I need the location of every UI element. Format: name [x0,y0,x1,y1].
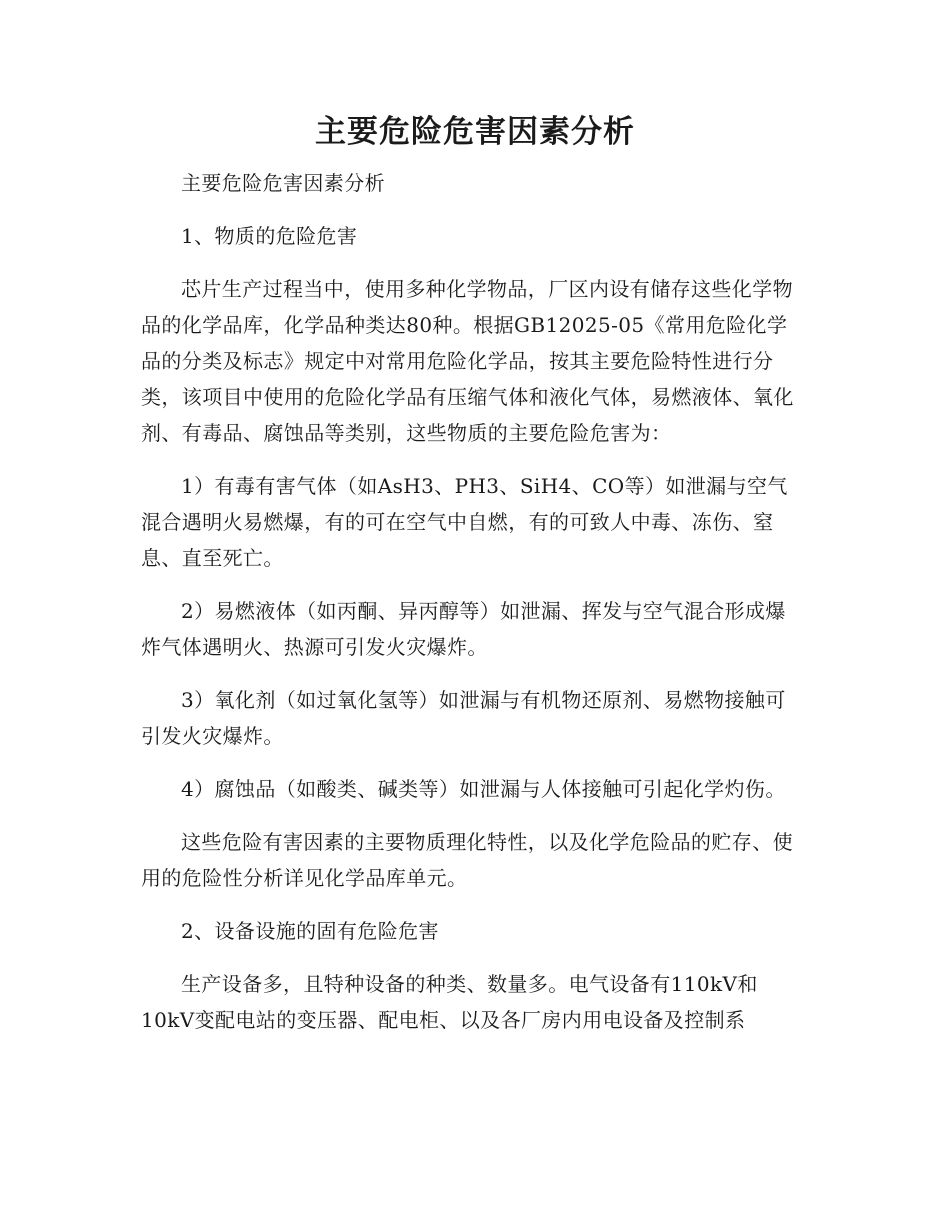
document-title: 主要危险危害因素分析 [315,114,635,150]
section-heading-substance-hazards: 1、物质的危险危害 [181,224,358,248]
paragraph-corrosives: 4）腐蚀品（如酸类、碱类等）如泄漏与人体接触可引起化学灼伤。 [181,777,786,801]
paragraph-equipment: 生产设备多，且特种设备的种类、数量多。电气设备有110kV和10kV变配电站的变压器、配电柜、以及各厂房内用电设备及控制系 [141,972,758,1032]
paragraph-flammable-liquids: 2）易燃液体（如丙酮、异丙醇等）如泄漏、挥发与空气混合形成爆炸气体遇明火、热源可引发火灾爆炸。 [141,599,786,659]
paragraph-subtitle: 主要危险危害因素分析 [181,171,385,195]
paragraph-toxic-gases: 1）有毒有害气体（如AsH3、PH3、SiH4、CO等）如泄漏与空气混合遇明火易燃爆，有的可在空气中自燃，有的可致人中毒、冻伤、窒息、直至死亡。 [141,474,788,570]
section-heading-equipment-hazards: 2、设备设施的固有危险危害 [181,919,439,943]
paragraph-chemical-overview: 芯片生产过程当中，使用多种化学物品，厂区内设有储存这些化学物品的化学品库，化学品种类达80种。根据GB12025-05《常用危险化学品的分类及标志》规定中对常用危险化学品，按其主要危险特性进行分类，该项目中使用的危险化学品有压缩气体和液化气体，易燃液体、氧化剂、有毒品、腐蚀品等类别，这些物质的主要危险危害为： [141,277,794,445]
paragraph-oxidizers: 3）氧化剂（如过氧化氢等）如泄漏与有机物还原剂、易燃物接触可引发火灾爆炸。 [141,688,786,748]
paragraph-properties-reference: 这些危险有害因素的主要物质理化特性，以及化学危险品的贮存、使用的危险性分析详见化学品库单元。 [141,830,793,890]
document-body [141,165,806,1038]
